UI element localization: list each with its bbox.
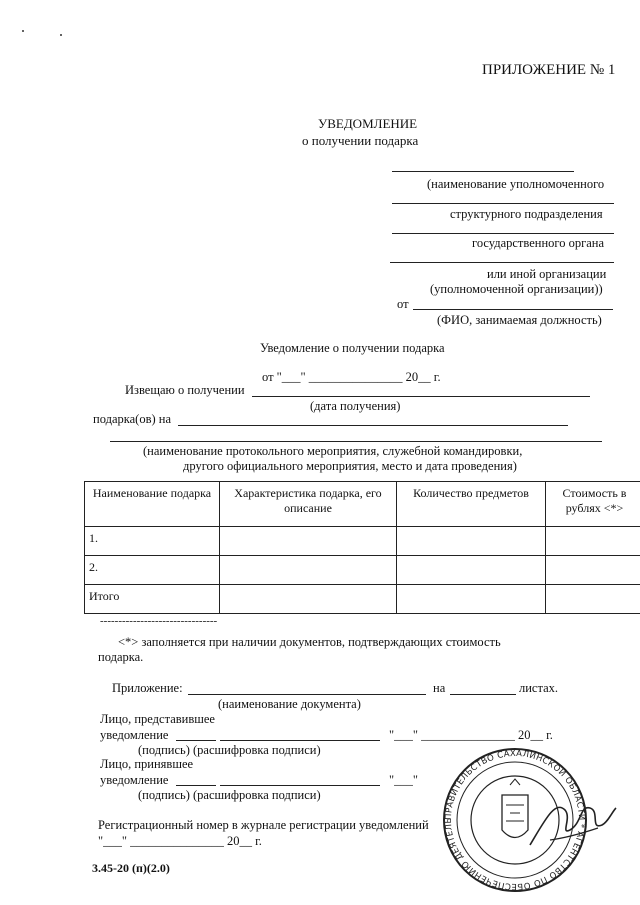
table-cell: 2.	[85, 556, 220, 585]
table-cell	[397, 585, 546, 614]
submitter-date: "___" _______________ 20__ г.	[389, 728, 553, 742]
addressee-hint-4: или иной организации	[487, 267, 607, 281]
footnote-text-1: <*> заполняется при наличии документов, подтверждающих стоимость	[118, 635, 501, 649]
table-cell	[397, 556, 546, 585]
table-cell: Итого	[85, 585, 220, 614]
inform-line	[252, 396, 590, 397]
receiver-name-line	[220, 785, 380, 786]
scan-speck	[60, 34, 62, 36]
col-header-name: Наименование подарка	[85, 482, 220, 527]
from-line	[413, 309, 613, 310]
receiver-label-1: Лицо, принявшее	[100, 757, 194, 771]
appendix-label: ПРИЛОЖЕНИЕ № 1	[482, 62, 616, 78]
submitter-sign-line	[176, 740, 216, 741]
table-cell	[546, 585, 640, 614]
submitter-sig-hint: (подпись) (расшифровка подписи)	[138, 743, 321, 757]
attachment-doc-hint: (наименование документа)	[218, 697, 361, 711]
event-hint-2: другого официального мероприятия, место и дата проведения)	[183, 459, 517, 473]
table-row	[85, 585, 640, 614]
attachment-sheets: листах.	[519, 681, 559, 695]
scan-speck	[22, 30, 24, 32]
attachment-on: на	[433, 681, 446, 695]
addressee-line-2	[392, 203, 614, 204]
attachment-line	[188, 694, 426, 695]
table-row	[85, 556, 640, 585]
gift-line	[178, 425, 568, 426]
date-received-hint: (дата получения)	[310, 399, 401, 413]
fio-hint: (ФИО, занимаемая должность)	[437, 313, 602, 327]
table-cell	[546, 527, 640, 556]
table-cell	[220, 556, 397, 585]
addressee-line-1	[392, 171, 574, 172]
footnote-text-2: подарка.	[98, 650, 144, 664]
receiver-label-2: уведомление	[100, 773, 169, 787]
table-cell	[397, 527, 546, 556]
footnote-separator: --------------------------------	[100, 615, 218, 627]
notice-heading: Уведомление о получении подарка	[260, 341, 445, 355]
col-header-description: Характеристика подарка, его описание	[220, 482, 397, 527]
receiver-sig-hint: (подпись) (расшифровка подписи)	[138, 788, 321, 802]
addressee-hint-1: (наименование уполномоченного	[427, 177, 605, 191]
gifts-table	[84, 481, 640, 614]
addressee-line-4	[390, 262, 614, 263]
handwritten-signature	[520, 790, 620, 864]
addressee-hint-3: государственного органа	[472, 236, 605, 250]
table-row	[85, 527, 640, 556]
document-code: 3.45-20 (п)(2.0)	[92, 861, 170, 875]
notice-date: от "___" _______________ 20__ г.	[262, 370, 441, 384]
registration-text: Регистрационный номер в журнале регистрации уведомлений	[98, 818, 429, 832]
doc-title: УВЕДОМЛЕНИЕ	[318, 116, 418, 131]
col-header-quantity: Количество предметов	[397, 482, 546, 527]
table-cell	[546, 556, 640, 585]
event-line	[110, 441, 602, 442]
gift-label: подарка(ов) на	[93, 412, 172, 426]
table-cell	[220, 527, 397, 556]
table-header-row	[85, 482, 640, 527]
registration-date: "___" _______________ 20__ г.	[98, 834, 262, 848]
receiver-date: "___"	[389, 773, 418, 787]
signature-graphic	[520, 790, 620, 860]
submitter-label-1: Лицо, представившее	[100, 712, 215, 726]
col-header-cost: Стоимость в рублях <*>	[546, 482, 640, 527]
addressee-line-3	[392, 233, 614, 234]
attachment-label: Приложение:	[112, 681, 183, 695]
submitter-label-2: уведомление	[100, 728, 169, 742]
from-label: от	[397, 297, 409, 311]
attachment-count-line	[450, 694, 516, 695]
inform-label: Извещаю о получении	[125, 383, 245, 397]
event-hint-1: (наименование протокольного мероприятия, служебной командировки,	[143, 444, 523, 458]
addressee-hint-2: структурного подразделения	[450, 207, 603, 221]
table-cell: 1.	[85, 527, 220, 556]
doc-subtitle: о получении подарка	[302, 133, 419, 148]
addressee-hint-5: (уполномоченной организации))	[430, 282, 603, 296]
seal-text: ПРАВИТЕЛЬСТВО САХАЛИНСКОЙ ОБЛАСТИ * АГЕНТСТВО ПО ОБЕСПЕЧЕНИЮ ДЕЯТЕЛЬ	[443, 748, 587, 892]
table-cell	[220, 585, 397, 614]
receiver-sign-line	[176, 785, 216, 786]
submitter-name-line	[220, 740, 380, 741]
